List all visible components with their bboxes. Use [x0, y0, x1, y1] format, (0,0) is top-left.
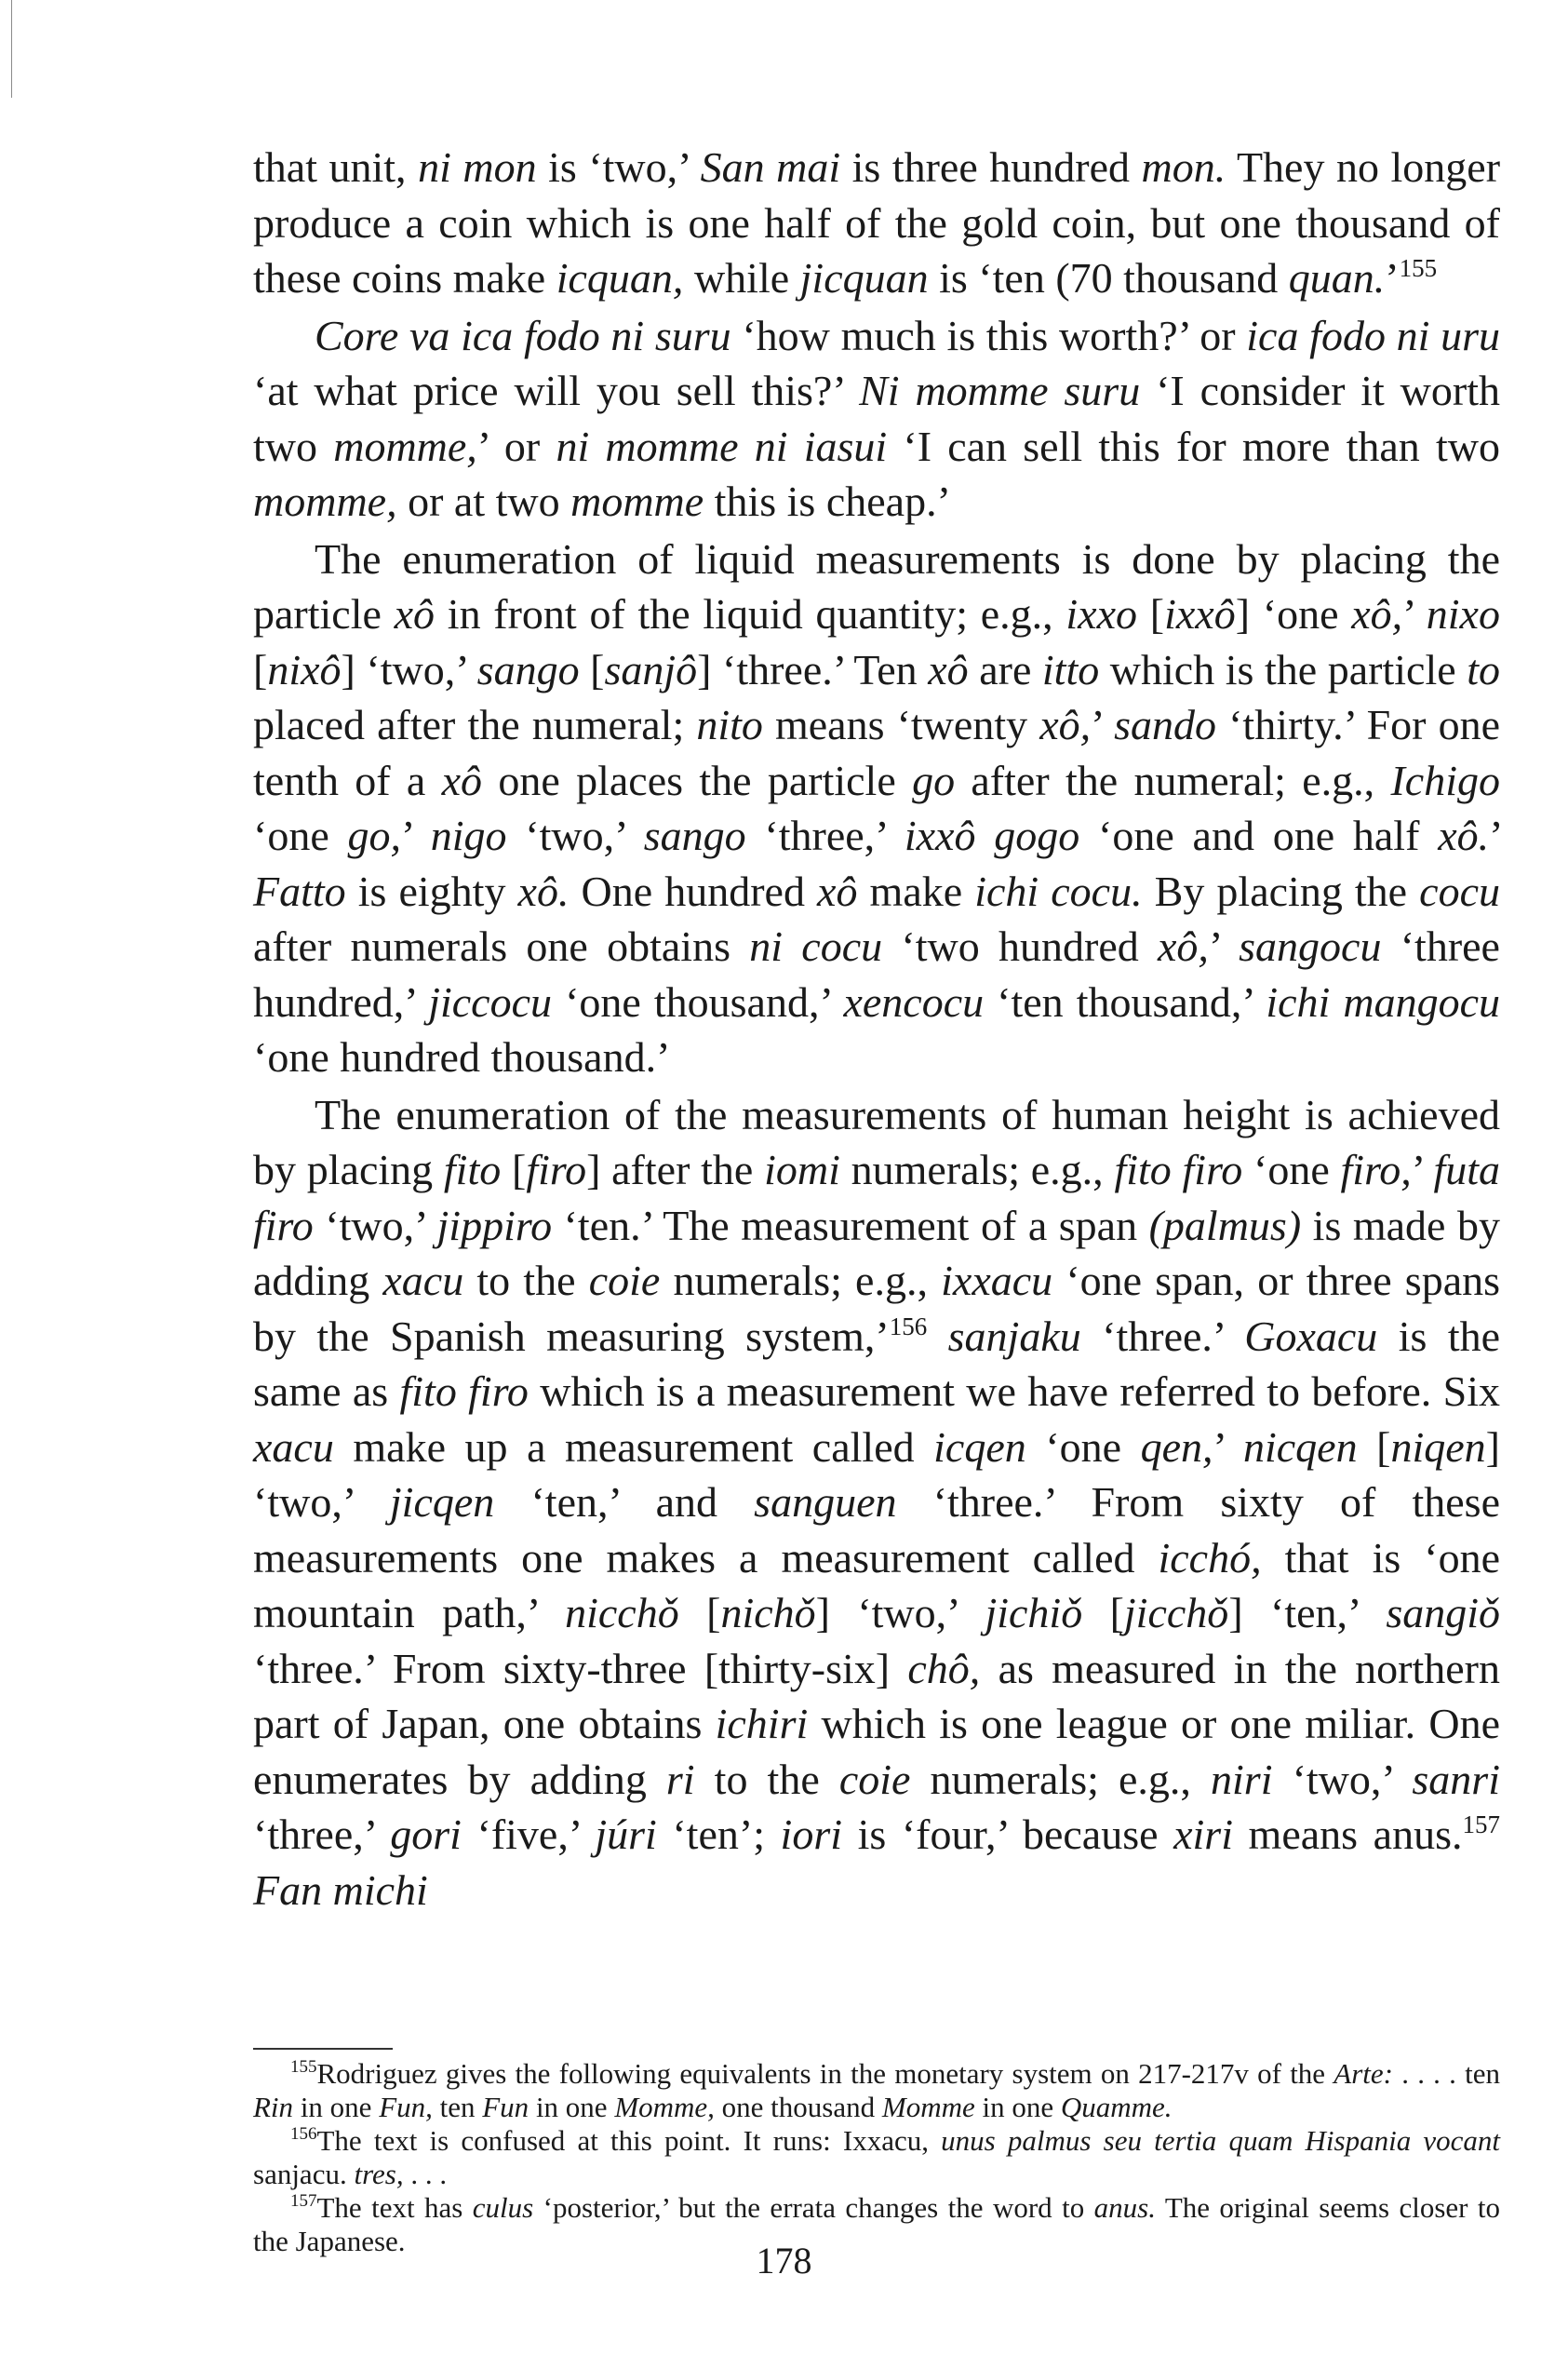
- text-run: while: [683, 254, 800, 302]
- text-run: ] ‘two,’: [341, 645, 477, 693]
- italic-term: xô.: [1438, 812, 1490, 859]
- text-run: ’ or: [476, 422, 556, 470]
- text-run: ‘ten,’ and: [494, 1478, 755, 1526]
- italic-term: xô: [928, 645, 969, 693]
- paragraph: [253, 308, 1500, 530]
- italic-term: ni cocu: [749, 922, 883, 970]
- italic-term: nicqen: [1242, 1422, 1358, 1471]
- text-run: ‘I can sell this for more than two: [887, 422, 1500, 470]
- text-run: The text is confused at this point. It runs: Ixxacu,: [316, 2124, 942, 2157]
- italic-term: momme,: [333, 422, 477, 470]
- text-run: The text has: [316, 2191, 473, 2224]
- text-run: is ‘four,’ because: [842, 1810, 1174, 1858]
- text-run: ‘one: [1242, 1146, 1341, 1193]
- text-run: By placing the: [1142, 867, 1420, 915]
- italic-term: nigo: [430, 812, 507, 859]
- italic-term: Fun,: [379, 2091, 433, 2123]
- text-run: make up a measurement called: [333, 1422, 934, 1471]
- text-run: ’: [401, 812, 431, 859]
- text-run: in front of the liquid quantity; e.g.,: [435, 590, 1066, 638]
- italic-term: xencocu: [843, 977, 985, 1026]
- italic-term: futa firo: [253, 1146, 1500, 1249]
- text-run: is eighty: [345, 867, 518, 915]
- italic-term: fito firo: [399, 1367, 529, 1415]
- text-run: ’: [1411, 1146, 1434, 1193]
- text-run: ten: [432, 2091, 483, 2123]
- text-run: ] ‘two,’: [815, 1589, 985, 1636]
- text-run: numerals; e.g.,: [660, 1257, 942, 1304]
- italic-term: sanguen: [754, 1478, 897, 1526]
- text-run: ‘three,’: [745, 812, 905, 859]
- italic-term: jicquan: [799, 254, 929, 302]
- italic-term: xô: [817, 867, 858, 915]
- page-body: [253, 140, 1500, 1918]
- text-run: make: [857, 867, 975, 915]
- italic-term: fito: [443, 1146, 502, 1193]
- text-run: The enumeration of liquid measurements is done by placing the particle: [253, 534, 1500, 638]
- text-run: ‘how much is this worth?’ or: [730, 311, 1247, 359]
- italic-term: jicchǒ: [1123, 1589, 1229, 1636]
- italic-term: qen,: [1140, 1422, 1213, 1471]
- text-run: One hundred: [569, 867, 818, 915]
- italic-term: Fan michi: [253, 1865, 428, 1914]
- footnote-number: 156: [290, 2124, 317, 2144]
- footnote: [253, 2057, 1500, 2124]
- footnote: [253, 2124, 1500, 2191]
- text-run: ] ‘ten,’: [1228, 1589, 1387, 1636]
- italic-term: Rin: [253, 2091, 294, 2123]
- text-run: . . .: [403, 2158, 448, 2190]
- italic-term: xacu: [253, 1422, 334, 1471]
- text-run: ‘two hundred: [882, 922, 1159, 970]
- text-run: ’: [1402, 590, 1427, 638]
- italic-term: xô,: [1039, 701, 1092, 748]
- italic-term: niqen: [1390, 1422, 1486, 1471]
- italic-term: xô.: [517, 867, 570, 915]
- text-run: ’: [1385, 254, 1400, 302]
- italic-term: niri: [1211, 1755, 1273, 1803]
- text-run: ‘I consider it worth two: [253, 367, 1500, 470]
- text-run: means anus.: [1232, 1810, 1463, 1858]
- text-run: which is the particle: [1099, 645, 1467, 693]
- italic-term: icchó,: [1158, 1533, 1262, 1582]
- italic-term: ixxô: [1164, 590, 1236, 638]
- text-run: one places the particle: [482, 756, 913, 804]
- italic-term: sando: [1114, 701, 1217, 748]
- italic-term: nito: [696, 701, 763, 748]
- scan-edge-mark: [11, 0, 12, 98]
- text-run: They no longer produce a coin which is one half of the gold coin, but one thousand of these coins make: [253, 143, 1501, 302]
- italic-term: momme: [570, 478, 704, 525]
- text-run: or at two: [396, 478, 571, 525]
- text-run: ‘one span, or three spans by the Spanish measuring system,’: [253, 1257, 1501, 1360]
- text-run: ‘two,’: [506, 812, 644, 859]
- italic-term: xô: [394, 590, 436, 638]
- text-run: that unit,: [253, 143, 419, 191]
- text-run: as measured in the northern part of Japan, one obtains: [253, 1644, 1500, 1747]
- italic-term: ni momme ni iasui: [556, 422, 888, 470]
- text-run: after the numeral; e.g.,: [955, 756, 1391, 804]
- italic-term: sangiǒ: [1386, 1589, 1500, 1636]
- text-run: in one: [293, 2091, 380, 2123]
- italic-term: anus.: [1093, 2191, 1156, 2224]
- italic-term: Ni momme suru: [859, 367, 1141, 414]
- italic-term: sanjaku: [947, 1312, 1081, 1360]
- italic-term: Arte:: [1333, 2057, 1393, 2090]
- text-run: in one: [974, 2091, 1061, 2123]
- text-run: ‘one: [253, 812, 348, 859]
- text-run: ‘posterior,’ but the errata changes the word to: [533, 2191, 1094, 2224]
- text-run: to the: [694, 1755, 839, 1803]
- text-run: ’: [1213, 1422, 1243, 1471]
- italic-term: xô,: [1158, 922, 1209, 970]
- italic-term: Momme: [881, 2091, 975, 2123]
- text-run: is three hundred: [840, 143, 1142, 191]
- footnote-number: 157: [290, 2191, 317, 2211]
- text-run: ‘at what price will you sell this?’: [253, 367, 860, 414]
- footnotes: [253, 2057, 1500, 2258]
- italic-term: iori: [780, 1810, 843, 1858]
- text-run: [: [1137, 590, 1165, 638]
- text-run: ‘three,’: [253, 1810, 391, 1858]
- text-run: to the: [463, 1257, 589, 1304]
- italic-term: cocu: [1419, 867, 1500, 915]
- text-run: ‘thirty.’ For one tenth of a: [253, 701, 1500, 804]
- italic-term: gori: [390, 1810, 462, 1858]
- italic-term: jiccocu: [428, 977, 553, 1026]
- text-run: [: [678, 1589, 721, 1636]
- italic-term: sango: [476, 645, 580, 693]
- body-text: [253, 140, 1500, 1918]
- text-run: . . . . ten: [1393, 2057, 1501, 2090]
- text-run: ‘two,’: [1272, 1755, 1413, 1803]
- italic-term: ni mon: [418, 143, 537, 191]
- italic-term: sanjô: [604, 645, 698, 693]
- italic-term: firo,: [1340, 1146, 1412, 1193]
- text-run: ‘three.’ From sixty of these measurements one makes a measurement called: [253, 1478, 1500, 1582]
- italic-term: jichiǒ: [985, 1589, 1083, 1636]
- text-run: ] ‘two,’: [253, 1422, 1500, 1526]
- italic-term: Fun: [482, 2091, 529, 2123]
- italic-term: nixô: [267, 645, 342, 693]
- italic-term: Quamme.: [1060, 2091, 1173, 2123]
- italic-term: xô,: [1351, 590, 1403, 638]
- italic-term: ichi cocu.: [974, 867, 1143, 915]
- italic-term: to: [1467, 645, 1500, 693]
- italic-term: firo: [526, 1146, 587, 1193]
- italic-term: jippiro: [436, 1201, 553, 1249]
- text-run: ‘two,’: [313, 1201, 437, 1249]
- page-number: 178: [756, 2240, 812, 2282]
- italic-term: coie: [838, 1755, 911, 1803]
- footnote-rule: [253, 2048, 393, 2050]
- text-run: [: [1082, 1589, 1124, 1636]
- text-run: ’: [1091, 701, 1115, 748]
- italic-term: nixo: [1426, 590, 1500, 638]
- text-run: placed after the numeral;: [253, 701, 697, 748]
- text-run: ’: [1208, 922, 1240, 970]
- paragraph: [253, 1087, 1500, 1918]
- text-run: this is cheap.’: [704, 478, 951, 525]
- italic-term: xô: [441, 756, 483, 804]
- text-run: ‘one and one half: [1079, 812, 1439, 859]
- italic-term: go: [912, 756, 956, 804]
- italic-term: culus: [472, 2191, 534, 2224]
- italic-term: sanri: [1412, 1755, 1500, 1803]
- paragraph: [253, 140, 1500, 306]
- text-run: ‘ten thousand,’: [984, 977, 1266, 1026]
- italic-term: ica fodo ni uru: [1246, 311, 1500, 359]
- text-run: is the same as: [253, 1312, 1501, 1415]
- text-run: is ‘ten (70 thousand: [928, 254, 1289, 302]
- italic-term: chô,: [907, 1644, 981, 1692]
- text-run: ‘one thousand,’: [552, 977, 844, 1026]
- italic-term: San mai: [700, 143, 841, 191]
- text-run: [: [1357, 1422, 1391, 1471]
- text-run: means ‘twenty: [762, 701, 1040, 748]
- text-run: [: [253, 645, 268, 693]
- text-run: are: [968, 645, 1042, 693]
- italic-term: fito firo: [1114, 1146, 1243, 1193]
- text-run: ‘three hundred,’: [253, 922, 1500, 1026]
- text-run: ] ‘three.’ Ten: [697, 645, 929, 693]
- text-run: ‘three.’: [1080, 1312, 1245, 1360]
- italic-term: icquan,: [556, 254, 684, 302]
- text-run: that is ‘one mountain path,’: [253, 1533, 1500, 1636]
- text-run: numerals; e.g.,: [839, 1146, 1115, 1193]
- italic-term: coie: [588, 1257, 661, 1304]
- italic-term: ri: [665, 1755, 695, 1803]
- text-run: Rodriguez gives the following equivalents in the monetary system on 217-217v of the: [316, 2057, 1334, 2090]
- italic-term: unus palmus seu tertia quam Hispania vocant: [941, 2124, 1500, 2157]
- text-run: ’: [1489, 812, 1501, 859]
- italic-term: (palmus): [1148, 1201, 1302, 1249]
- text-run: in one: [529, 2091, 615, 2123]
- text-run: ‘one: [1025, 1422, 1141, 1471]
- text-run: [: [501, 1146, 527, 1193]
- text-run: numerals; e.g.,: [910, 1755, 1212, 1803]
- italic-term: jicqen: [389, 1478, 495, 1526]
- text-run: The enumeration of the measurements of human height is achieved by placing: [253, 1090, 1500, 1193]
- italic-term: ichi mangocu: [1266, 977, 1500, 1026]
- text-run: The original seems closer to the Japanese.: [253, 2191, 1501, 2257]
- footnote-reference: 155: [1399, 254, 1438, 282]
- italic-term: itto: [1041, 645, 1100, 693]
- text-run: one thousand: [714, 2091, 882, 2123]
- italic-term: ichiri: [715, 1700, 809, 1747]
- italic-term: ixxo: [1065, 590, 1138, 638]
- text-run: sanjacu.: [253, 2158, 355, 2190]
- text-run: ] ‘one: [1235, 590, 1352, 638]
- italic-term: tres,: [354, 2158, 404, 2190]
- text-run: ‘three.’ From sixty-three [thirty-six]: [253, 1644, 908, 1692]
- text-run: [: [579, 645, 605, 693]
- italic-term: iomi: [764, 1146, 840, 1193]
- italic-term: go,: [347, 812, 402, 859]
- italic-term: xacu: [382, 1257, 464, 1304]
- text-run: is made by adding: [253, 1201, 1500, 1304]
- text-run: [927, 1312, 947, 1360]
- text-run: which is a measurement we have referred to before. Six: [528, 1367, 1500, 1415]
- italic-term: quan.: [1288, 254, 1386, 302]
- italic-term: mon.: [1141, 143, 1226, 191]
- italic-term: icqen: [933, 1422, 1026, 1471]
- text-run: which is one league or one miliar. One enumerates by adding: [253, 1700, 1500, 1803]
- footnote-number: 155: [290, 2057, 317, 2077]
- footnote-reference: 156: [889, 1312, 928, 1340]
- italic-term: Goxacu: [1244, 1312, 1378, 1360]
- italic-term: Ichigo: [1390, 756, 1500, 804]
- italic-term: Core va ica fodo ni suru: [315, 311, 731, 359]
- italic-term: nichǒ: [720, 1589, 816, 1636]
- italic-term: Fatto: [253, 867, 346, 915]
- text-run: ‘five,’: [461, 1810, 596, 1858]
- italic-term: Momme,: [614, 2091, 715, 2123]
- italic-term: xiri: [1173, 1810, 1233, 1858]
- text-run: ‘ten’;: [656, 1810, 781, 1858]
- italic-term: júri: [595, 1810, 657, 1858]
- text-run: ‘one hundred thousand.’: [253, 1033, 671, 1081]
- italic-term: ixxô gogo: [904, 812, 1080, 859]
- text-run: ‘ten.’ The measurement of a span: [552, 1201, 1149, 1249]
- italic-term: sangocu: [1239, 922, 1382, 970]
- text-run: ] after the: [586, 1146, 765, 1193]
- text-run: after numerals one obtains: [253, 922, 750, 970]
- italic-term: nicchǒ: [565, 1589, 679, 1636]
- paragraph: [253, 532, 1500, 1085]
- italic-term: sango: [643, 812, 746, 859]
- italic-term: momme,: [253, 478, 397, 525]
- footnote-reference: 157: [1462, 1810, 1500, 1838]
- text-run: is ‘two,’: [536, 143, 701, 191]
- italic-term: ixxacu: [941, 1257, 1053, 1304]
